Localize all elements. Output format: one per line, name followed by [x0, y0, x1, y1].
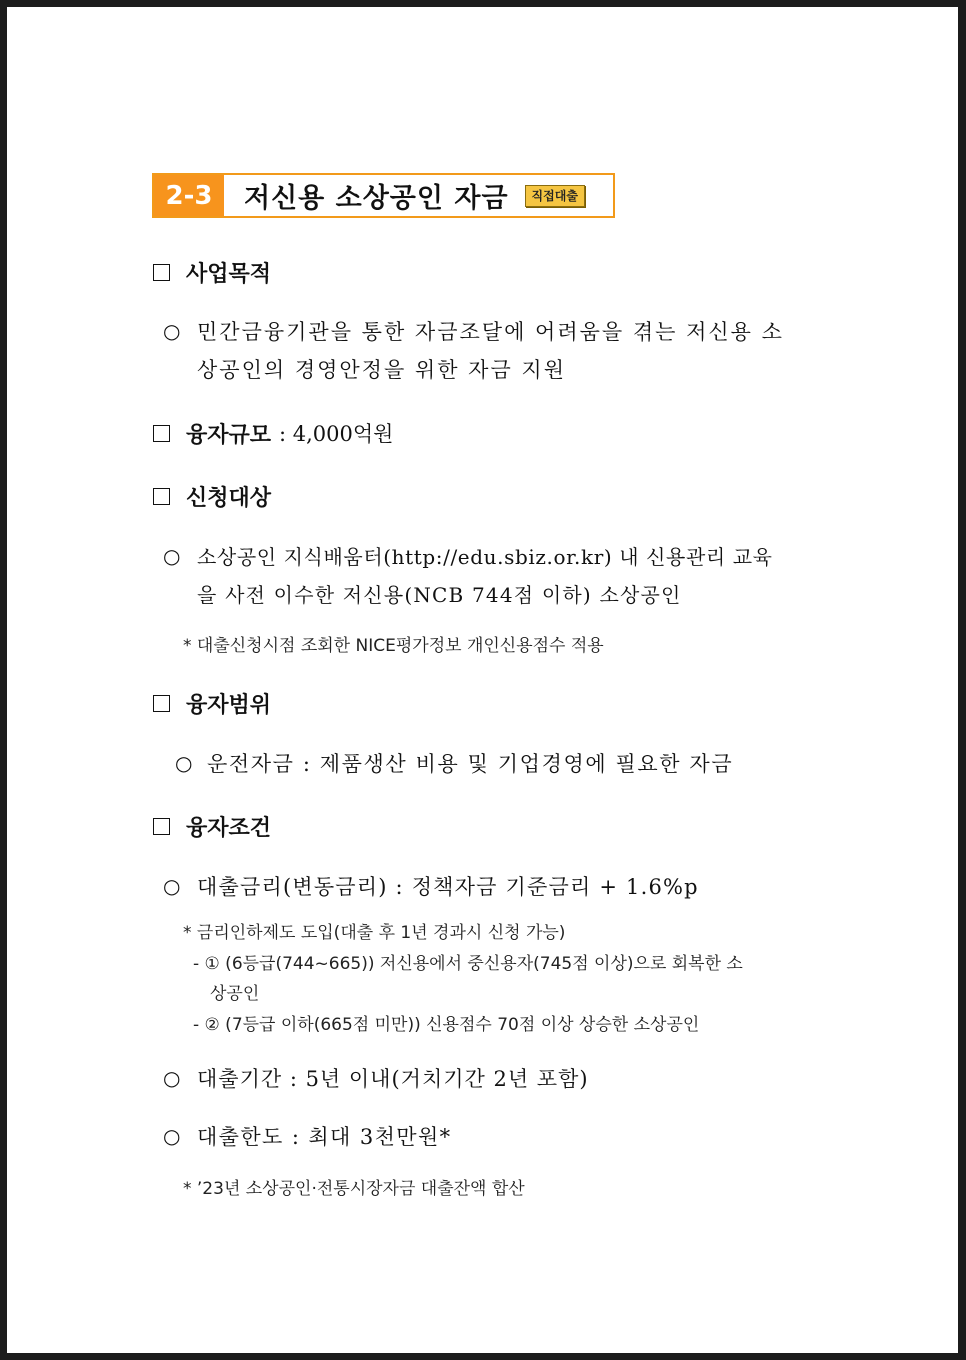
period-text: 대출기간 : 5년 이내(거치기간 2년 포함)	[197, 1067, 589, 1091]
scale-heading	[153, 419, 393, 447]
checkbox-square-icon	[153, 488, 170, 505]
rate-sub2: - ② (7등급 이하(665점 미만)) 신용점수 70점 이상 상승한 소상공인	[193, 1015, 700, 1035]
document-page	[7, 7, 958, 1353]
scale-value: : 4,000억원	[279, 422, 394, 446]
checkbox-square-icon	[153, 264, 170, 281]
range-text: 운전자금 : 제품생산 비용 및 기업경영에 필요한 자금	[207, 752, 734, 776]
section-header	[152, 173, 615, 218]
scale-heading-text: 융자규모	[186, 421, 272, 448]
section-title: 저신용 소상공인 자금	[244, 183, 509, 214]
rate-sub1-line1: - ① (6등급(744~665)) 저신용에서 중신용자(745점 이상)으로 회복한 소	[193, 954, 743, 974]
purpose-heading-text: 사업목적	[186, 260, 272, 287]
purpose-text-line1: 민간금융기관을 통한 자금조달에 어려움을 겪는 저신용 소	[197, 320, 784, 344]
bullet-circle-icon: ○	[163, 1066, 181, 1090]
checkbox-square-icon	[153, 425, 170, 442]
limit-note: * ’23년 소상공인·전통시장자금 대출잔액 합산	[183, 1179, 525, 1199]
conditions-heading	[153, 812, 271, 840]
target-text-line1: 소상공인 지식배움터(http://edu.sbiz.or.kr) 내 신용관리 교육	[197, 545, 773, 569]
target-heading-text: 신청대상	[186, 484, 272, 511]
conditions-heading-text: 융자조건	[186, 814, 272, 841]
target-note: * 대출신청시점 조회한 NICE평가정보 개인신용점수 적용	[183, 636, 604, 656]
checkbox-square-icon	[153, 818, 170, 835]
bullet-circle-icon: ○	[175, 751, 193, 775]
bullet-circle-icon: ○	[163, 544, 181, 568]
bullet-circle-icon: ○	[163, 319, 181, 343]
rate-note: * 금리인하제도 도입(대출 후 1년 경과시 신청 가능)	[183, 923, 566, 943]
bullet-circle-icon: ○	[163, 1124, 181, 1148]
range-heading-text: 융자범위	[186, 691, 272, 718]
rate-text: 대출금리(변동금리) : 정책자금 기준금리 + 1.6%p	[197, 875, 699, 899]
checkbox-square-icon	[153, 695, 170, 712]
range-heading	[153, 689, 271, 717]
purpose-heading	[153, 258, 271, 286]
purpose-text-line2: 상공인의 경영안정을 위한 자금 지원	[197, 358, 566, 382]
bullet-circle-icon: ○	[163, 874, 181, 898]
target-heading	[153, 482, 271, 510]
limit-text: 대출한도 : 최대 3천만원*	[197, 1125, 452, 1149]
rate-sub1-line2: 상공인	[210, 984, 260, 1004]
target-text-line2: 을 사전 이수한 저신용(NCB 744점 이하) 소상공인	[197, 583, 682, 607]
direct-loan-badge: 직접대출	[525, 185, 585, 207]
section-number: 2-3	[154, 175, 224, 216]
